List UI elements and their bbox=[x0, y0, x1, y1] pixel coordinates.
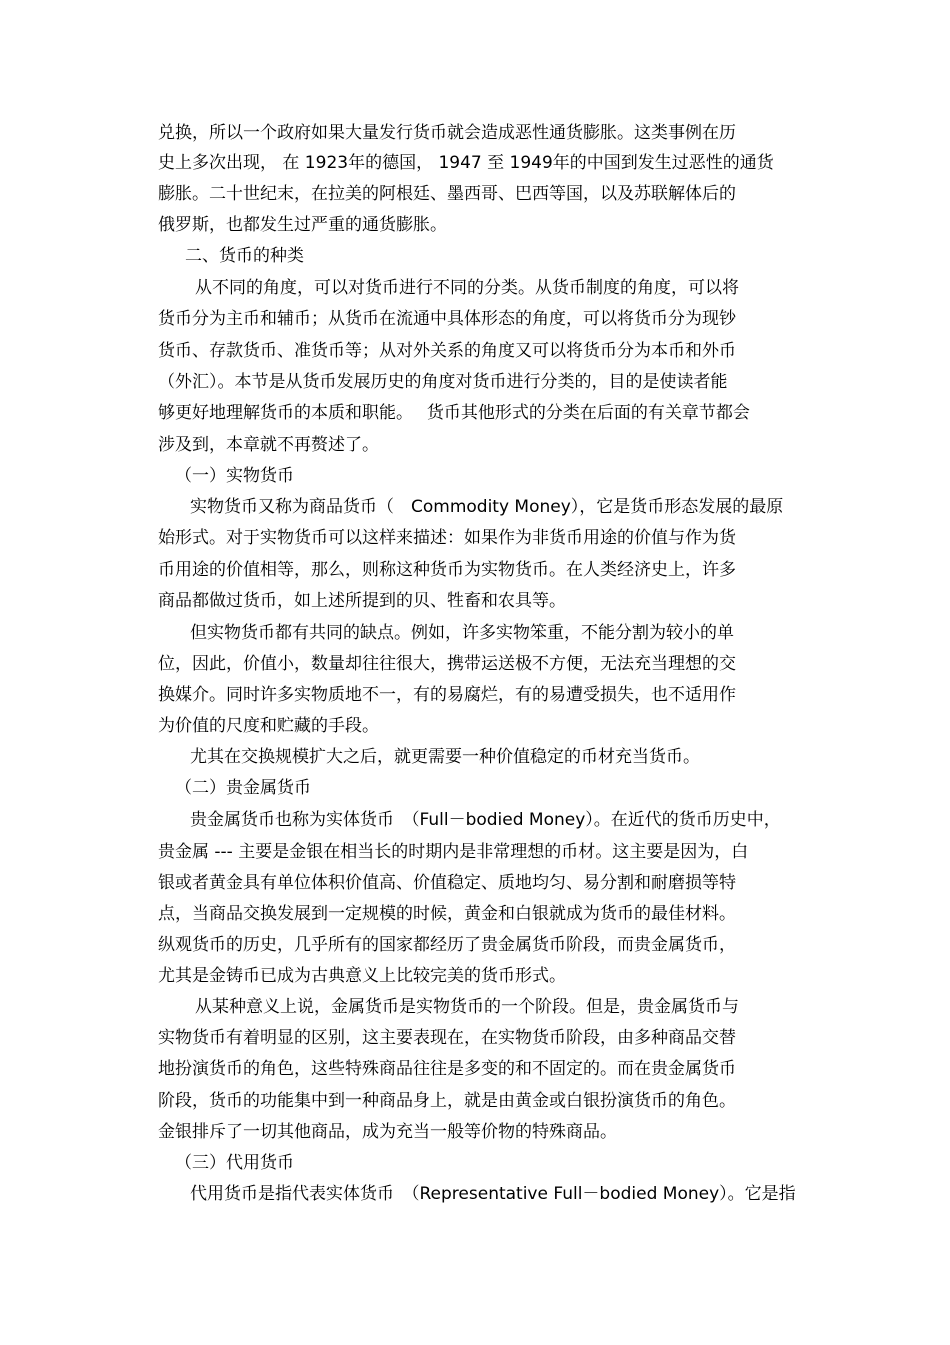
text-line: 商品都做过货币，如上述所提到的贝、牲畜和农具等。 bbox=[158, 591, 566, 611]
subsection-heading: （一）实物货币 bbox=[175, 466, 294, 486]
text-line: 俄罗斯，也都发生过严重的通货膨胀。 bbox=[158, 215, 447, 235]
text-line: 从不同的角度，可以对货币进行不同的分类。从货币制度的角度，可以将 bbox=[195, 278, 739, 298]
text-line: （外汇）。本节是从货币发展历史的角度对货币进行分类的，目的是使读者能 bbox=[158, 372, 728, 392]
text-line: 兑换，所以一个政府如果大量发行货币就会造成恶性通货膨胀。这类事例在历 bbox=[158, 123, 736, 143]
section-heading: 二、货币的种类 bbox=[185, 246, 304, 266]
text-line: 尤其在交换规模扩大之后，就更需要一种价值稳定的币材充当货币。 bbox=[190, 747, 700, 767]
text-line: 实物货币又称为商品货币（ Commodity Money），它是货币形态发展的最原 bbox=[190, 497, 784, 517]
text-line: 代用货币是指代表实体货币 （Representative Full－bodied Money）。它是指 bbox=[190, 1184, 796, 1204]
text-line: 够更好地理解货币的本质和职能。 货币其他形式的分类在后面的有关章节都会 bbox=[158, 403, 750, 423]
text-line: 换媒介。同时许多实物质地不一，有的易腐烂，有的易遭受损失，也不适用作 bbox=[158, 685, 736, 705]
text-line: 实物货币有着明显的区别，这主要表现在，在实物货币阶段，由多种商品交替 bbox=[158, 1028, 736, 1048]
text-line: 币用途的价值相等，那么，则称这种货币为实物货币。在人类经济史上，许多 bbox=[158, 560, 736, 580]
text-line: 涉及到，本章就不再赘述了。 bbox=[158, 435, 379, 455]
text-line: 贵金属 --- 主要是金银在相当长的时期内是非常理想的币材。这主要是因为，白 bbox=[158, 842, 749, 862]
text-line: 地扮演货币的角色，这些特殊商品往往是多变的和不固定的。而在贵金属货币 bbox=[158, 1059, 736, 1079]
text-line: 尤其是金铸币已成为古典意义上比较完美的货币形式。 bbox=[158, 966, 566, 986]
text-line: 位，因此，价值小，数量却往往很大，携带运送极不方便，无法充当理想的交 bbox=[158, 654, 736, 674]
subsection-heading: （三）代用货币 bbox=[175, 1153, 294, 1173]
text-line: 史上多次出现， 在 1923年的德国， 1947 至 1949年的中国到发生过恶性的通货 bbox=[158, 153, 774, 173]
text-line: 货币、存款货币、准货币等；从对外关系的角度又可以将货币分为本币和外币 bbox=[158, 341, 736, 361]
text-line: 纵观货币的历史，几乎所有的国家都经历了贵金属货币阶段，而贵金属货币， bbox=[158, 935, 736, 955]
subsection-heading: （二）贵金属货币 bbox=[175, 778, 311, 798]
text-line: 为价值的尺度和贮藏的手段。 bbox=[158, 716, 379, 736]
text-line: 金银排斥了一切其他商品，成为充当一般等价物的特殊商品。 bbox=[158, 1122, 617, 1142]
text-line: 始形式。对于实物货币可以这样来描述：如果作为非货币用途的价值与作为货 bbox=[158, 528, 736, 548]
text-line: 阶段，货币的功能集中到一种商品身上，就是由黄金或白银扮演货币的角色。 bbox=[158, 1091, 736, 1111]
text-line: 点，当商品交换发展到一定规模的时候，黄金和白银就成为货币的最佳材料。 bbox=[158, 904, 736, 924]
text-line: 货币分为主币和辅币；从货币在流通中具体形态的角度，可以将货币分为现钞 bbox=[158, 309, 736, 329]
text-line: 膨胀。二十世纪末，在拉美的阿根廷、墨西哥、巴西等国，以及苏联解体后的 bbox=[158, 184, 736, 204]
text-line: 从某种意义上说，金属货币是实物货币的一个阶段。但是，贵金属货币与 bbox=[195, 997, 739, 1017]
text-line: 银或者黄金具有单位体积价值高、价值稳定、质地均匀、易分割和耐磨损等特 bbox=[158, 873, 736, 893]
text-line: 但实物货币都有共同的缺点。例如，许多实物笨重，不能分割为较小的单 bbox=[190, 623, 734, 643]
text-line: 贵金属货币也称为实体货币 （Full－bodied Money）。在近代的货币历史中， bbox=[190, 810, 781, 830]
